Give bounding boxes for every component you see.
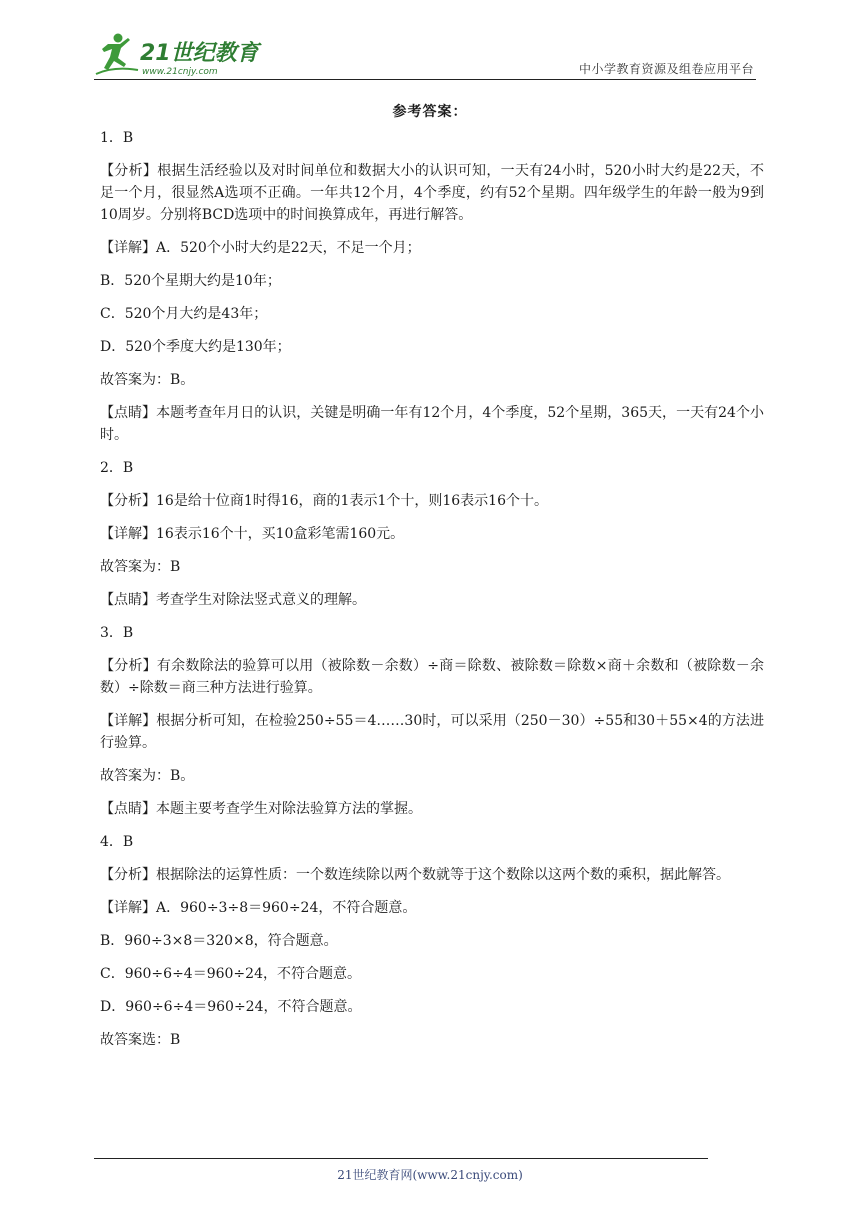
paragraph: 【点睛】考查学生对除法竖式意义的理解。 (100, 592, 366, 608)
paragraph: 故答案为：B。 (100, 768, 195, 784)
paragraph: 4．B (100, 834, 134, 850)
paragraph: 【详解】根据分析可知，在检验250÷55＝4……30时，可以采用（250－30）÷55和30＋55×4的方法进行验算。 (100, 713, 764, 751)
platform-name: 中小学教育资源及组卷应用平台 (578, 62, 754, 76)
paragraph: D．960÷6÷4＝960÷24，不符合题意。 (100, 999, 362, 1015)
header-divider (94, 79, 756, 80)
logo-title: 21世纪教育 (140, 41, 259, 66)
paragraph: 【分析】有余数除法的验算可以用（被除数－余数）÷商＝除数、被除数＝除数×商＋余数和（被除数－余数）÷除数＝商三种方法进行验算。 (100, 658, 764, 696)
paragraph: 【详解】16表示16个十，买10盒彩笔需160元。 (100, 526, 405, 542)
paragraph: C．520个月大约是43年； (100, 306, 268, 322)
paragraph: 【详解】A．960÷3÷8＝960÷24，不符合题意。 (100, 900, 417, 916)
paragraph: 【详解】A．520个小时大约是22天，不足一个月； (100, 240, 421, 256)
paragraph: 3．B (100, 625, 134, 641)
paragraph: D．520个季度大约是130年； (100, 339, 291, 355)
footer-divider (94, 1158, 708, 1159)
paragraph: B．520个星期大约是10年； (100, 273, 281, 289)
paragraph: 【点睛】本题主要考查学生对除法验算方法的掌握。 (100, 801, 422, 817)
paragraph: 【分析】16是给十位商1时得16，商的1表示1个十，则16表示16个十。 (100, 493, 548, 509)
runner-icon (96, 34, 138, 75)
paragraph: 故答案为：B (100, 559, 181, 575)
logo-url: www.21cnjy.com (142, 67, 218, 77)
paragraph: C．960÷6÷4＝960÷24，不符合题意。 (100, 966, 361, 982)
paragraph: B．960÷3×8＝320×8，符合题意。 (100, 933, 338, 949)
paragraph: 【点睛】本题考查年月日的认识，关键是明确一年有12个月，4个季度，52个星期，365天，一天有24个小时。 (100, 405, 764, 443)
site-logo (94, 30, 264, 78)
answer-body (100, 127, 764, 1062)
answer-title: 参考答案： (392, 104, 468, 120)
paragraph: 【分析】根据除法的运算性质：一个数连续除以两个数就等于这个数除以这两个数的乘积，据此解答。 (100, 867, 730, 883)
paragraph: 1．B (100, 130, 134, 146)
page-footer: 21世纪教育网(www.21cnjy.com) (337, 1168, 523, 1182)
page-header (0, 0, 860, 82)
paragraph: 【分析】根据生活经验以及对时间单位和数据大小的认识可知，一天有24小时，520小时大约是22天，不足一个月，很显然A选项不正确。一年共12个月，4个季度，约有52个星期。四年级学生的年龄一般为9到10周岁。分别将BCD选项中的时间换算成年，再进行解答。 (100, 163, 764, 223)
paragraph: 2．B (100, 460, 134, 476)
paragraph: 故答案选：B (100, 1032, 181, 1048)
paragraph: 故答案为：B。 (100, 372, 195, 388)
